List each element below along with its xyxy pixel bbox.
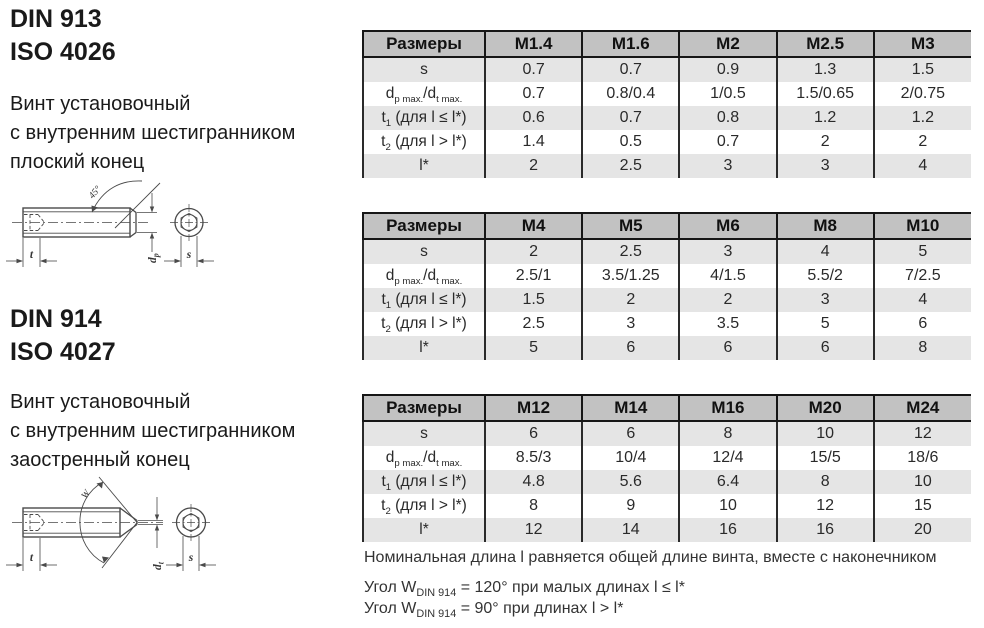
value-cell: 12 bbox=[485, 518, 582, 542]
column-header: M3 bbox=[874, 31, 971, 57]
note-angle-120: Угол $W_{DIN 914} = 120^\circ$ при малых длинах l ≤ l* bbox=[364, 579, 685, 600]
column-header: M1.6 bbox=[582, 31, 679, 57]
value-cell: 16 bbox=[679, 518, 776, 542]
table-row bbox=[363, 494, 971, 518]
value-cell: 8 bbox=[485, 494, 582, 518]
standard-line: DIN 913 bbox=[10, 5, 102, 33]
value-cell: 3.5/1.25 bbox=[582, 264, 679, 288]
value-cell: 4.8 bbox=[485, 470, 582, 494]
value-cell: 10 bbox=[874, 470, 971, 494]
cone-angle-label: W bbox=[79, 488, 93, 501]
value-cell: 3 bbox=[777, 154, 874, 178]
table-row bbox=[363, 264, 971, 288]
value-cell: 18/6 bbox=[874, 446, 971, 470]
table-row bbox=[363, 239, 971, 264]
dimension-table bbox=[362, 394, 971, 542]
standard-heading-din913 bbox=[10, 3, 116, 69]
value-cell: 3 bbox=[777, 288, 874, 312]
size-table-m1_4-m3 bbox=[362, 30, 970, 178]
corner-header: Размеры bbox=[363, 213, 485, 239]
note-nominal-length: Номинальная длина l равняется общей длине винта, вместе с наконечником bbox=[364, 549, 937, 566]
value-cell: 2.5 bbox=[582, 154, 679, 178]
column-header: M16 bbox=[679, 395, 776, 421]
value-cell: 6.4 bbox=[679, 470, 776, 494]
column-header: M14 bbox=[582, 395, 679, 421]
table-row bbox=[363, 470, 971, 494]
table-row bbox=[363, 518, 971, 542]
description-flat-point bbox=[10, 90, 295, 177]
value-cell: 16 bbox=[777, 518, 874, 542]
value-cell: 1/0.5 bbox=[679, 82, 776, 106]
row-label: l* bbox=[363, 154, 485, 178]
row-label: l* bbox=[363, 336, 485, 360]
value-cell: 8.5/3 bbox=[485, 446, 582, 470]
column-header: M1.4 bbox=[485, 31, 582, 57]
table-row bbox=[363, 312, 971, 336]
dimension-label-t: t bbox=[29, 249, 34, 261]
column-header: M8 bbox=[777, 213, 874, 239]
description-line: Винт установочный bbox=[10, 391, 191, 413]
value-cell: 6 bbox=[874, 312, 971, 336]
row-label: $t_2$ (для l > l*) bbox=[363, 312, 485, 336]
value-cell: 2 bbox=[777, 130, 874, 154]
value-cell: 14 bbox=[582, 518, 679, 542]
value-cell: 12 bbox=[874, 421, 971, 446]
corner-header: Размеры bbox=[363, 31, 485, 57]
value-cell: 6 bbox=[679, 336, 776, 360]
dimension-label-dt: $d_t$ bbox=[152, 562, 166, 570]
value-cell: 2.5 bbox=[485, 312, 582, 336]
row-label: $t_1$ (для l ≤ l*) bbox=[363, 106, 485, 130]
value-cell: 2.5 bbox=[582, 239, 679, 264]
value-cell: 2.5/1 bbox=[485, 264, 582, 288]
value-cell: 5.5/2 bbox=[777, 264, 874, 288]
row-label: s bbox=[363, 239, 485, 264]
value-cell: 0.7 bbox=[679, 130, 776, 154]
value-cell: 9 bbox=[582, 494, 679, 518]
value-cell: 3 bbox=[679, 154, 776, 178]
table-row bbox=[363, 57, 971, 82]
value-cell: 2 bbox=[679, 288, 776, 312]
value-cell: 5 bbox=[874, 239, 971, 264]
description-line: заостренный конец bbox=[10, 449, 190, 471]
dimension-label-dp: $d_p$ bbox=[147, 253, 161, 263]
table-row bbox=[363, 446, 971, 470]
value-cell: 20 bbox=[874, 518, 971, 542]
value-cell: 0.6 bbox=[485, 106, 582, 130]
value-cell: 6 bbox=[485, 421, 582, 446]
value-cell: 0.7 bbox=[485, 82, 582, 106]
column-header: M24 bbox=[874, 395, 971, 421]
table-row bbox=[363, 130, 971, 154]
value-cell: 1.5 bbox=[485, 288, 582, 312]
dimension-label-s: s bbox=[188, 552, 194, 564]
value-cell: 0.7 bbox=[582, 106, 679, 130]
dimension-label-s: s bbox=[186, 249, 192, 261]
value-cell: 15 bbox=[874, 494, 971, 518]
value-cell: 6 bbox=[777, 336, 874, 360]
column-header: M6 bbox=[679, 213, 776, 239]
value-cell: 4 bbox=[874, 154, 971, 178]
description-line: с внутренним шестигранником bbox=[10, 420, 296, 442]
dimension-table bbox=[362, 30, 971, 178]
value-cell: 0.8/0.4 bbox=[582, 82, 679, 106]
value-cell: 10/4 bbox=[582, 446, 679, 470]
description-line: с внутренним шестигранником bbox=[10, 122, 296, 144]
value-cell: 5.6 bbox=[582, 470, 679, 494]
column-header: M12 bbox=[485, 395, 582, 421]
dimension-label-t: t bbox=[29, 552, 34, 564]
table-row bbox=[363, 106, 971, 130]
dimension-arrows bbox=[17, 206, 204, 264]
column-header: M20 bbox=[777, 395, 874, 421]
value-cell: 4/1.5 bbox=[679, 264, 776, 288]
value-cell: 3.5 bbox=[679, 312, 776, 336]
column-header: M5 bbox=[582, 213, 679, 239]
value-cell: 10 bbox=[777, 421, 874, 446]
row-label: s bbox=[363, 421, 485, 446]
value-cell: 0.5 bbox=[582, 130, 679, 154]
value-cell: 6 bbox=[582, 336, 679, 360]
value-cell: 1.5 bbox=[874, 57, 971, 82]
value-cell: 3 bbox=[582, 312, 679, 336]
value-cell: 0.9 bbox=[679, 57, 776, 82]
value-cell: 8 bbox=[679, 421, 776, 446]
column-header: M4 bbox=[485, 213, 582, 239]
value-cell: 8 bbox=[874, 336, 971, 360]
table-row bbox=[363, 82, 971, 106]
dimension-table bbox=[362, 212, 971, 360]
size-table-m4-m10 bbox=[362, 212, 970, 360]
value-cell: 0.8 bbox=[679, 106, 776, 130]
value-cell: 12 bbox=[777, 494, 874, 518]
value-cell: 2 bbox=[582, 288, 679, 312]
value-cell: 7/2.5 bbox=[874, 264, 971, 288]
row-label: $t_1$ (для l ≤ l*) bbox=[363, 288, 485, 312]
description-line: Винт установочный bbox=[10, 93, 191, 115]
row-label: $t_1$ (для l ≤ l*) bbox=[363, 470, 485, 494]
row-label: s bbox=[363, 57, 485, 82]
value-cell: 1.2 bbox=[874, 106, 971, 130]
value-cell: 4 bbox=[777, 239, 874, 264]
standard-line: DIN 914 bbox=[10, 305, 102, 333]
table-row bbox=[363, 288, 971, 312]
value-cell: 0.7 bbox=[485, 57, 582, 82]
standard-line: ISO 4026 bbox=[10, 38, 116, 66]
corner-header: Размеры bbox=[363, 395, 485, 421]
row-label: $d_{p max.}/d_{t max.}$ bbox=[363, 82, 485, 106]
value-cell: 2/0.75 bbox=[874, 82, 971, 106]
row-label: $t_2$ (для l > l*) bbox=[363, 494, 485, 518]
flat-point-screw-drawing bbox=[0, 170, 230, 276]
table-row bbox=[363, 154, 971, 178]
value-cell: 1.4 bbox=[485, 130, 582, 154]
value-cell: 3 bbox=[679, 239, 776, 264]
value-cell: 0.7 bbox=[582, 57, 679, 82]
table-header-row bbox=[363, 213, 971, 239]
value-cell: 2 bbox=[485, 154, 582, 178]
table-row bbox=[363, 336, 971, 360]
value-cell: 4 bbox=[874, 288, 971, 312]
note-angle-90: Угол $W_{DIN 914} = 90^\circ$ при длинах l > l* bbox=[364, 600, 624, 621]
value-cell: 12/4 bbox=[679, 446, 776, 470]
column-header: M2.5 bbox=[777, 31, 874, 57]
row-label: $d_{p max.}/d_{t max.}$ bbox=[363, 264, 485, 288]
standard-line: ISO 4027 bbox=[10, 338, 116, 366]
value-cell: 5 bbox=[485, 336, 582, 360]
drawing-lines bbox=[6, 477, 216, 571]
value-cell: 2 bbox=[874, 130, 971, 154]
value-cell: 5 bbox=[777, 312, 874, 336]
table-row bbox=[363, 421, 971, 446]
description-cone-point bbox=[10, 388, 295, 475]
row-label: l* bbox=[363, 518, 485, 542]
value-cell: 1.5/0.65 bbox=[777, 82, 874, 106]
value-cell: 10 bbox=[679, 494, 776, 518]
description-line: плоский конец bbox=[10, 151, 145, 173]
value-cell: 1.2 bbox=[777, 106, 874, 130]
value-cell: 15/5 bbox=[777, 446, 874, 470]
table-header-row bbox=[363, 31, 971, 57]
column-header: M10 bbox=[874, 213, 971, 239]
standard-heading-din914 bbox=[10, 303, 116, 369]
value-cell: 1.3 bbox=[777, 57, 874, 82]
cone-point-screw-drawing bbox=[0, 470, 230, 600]
column-header: M2 bbox=[679, 31, 776, 57]
value-cell: 6 bbox=[582, 421, 679, 446]
value-cell: 2 bbox=[485, 239, 582, 264]
value-cell: 8 bbox=[777, 470, 874, 494]
chamfer-angle-label: 45° bbox=[87, 184, 104, 202]
row-label: $d_{p max.}/d_{t max.}$ bbox=[363, 446, 485, 470]
row-label: $t_2$ (для l > l*) bbox=[363, 130, 485, 154]
size-table-m12-m24 bbox=[362, 394, 970, 542]
drawing-lines bbox=[6, 181, 214, 267]
table-header-row bbox=[363, 395, 971, 421]
